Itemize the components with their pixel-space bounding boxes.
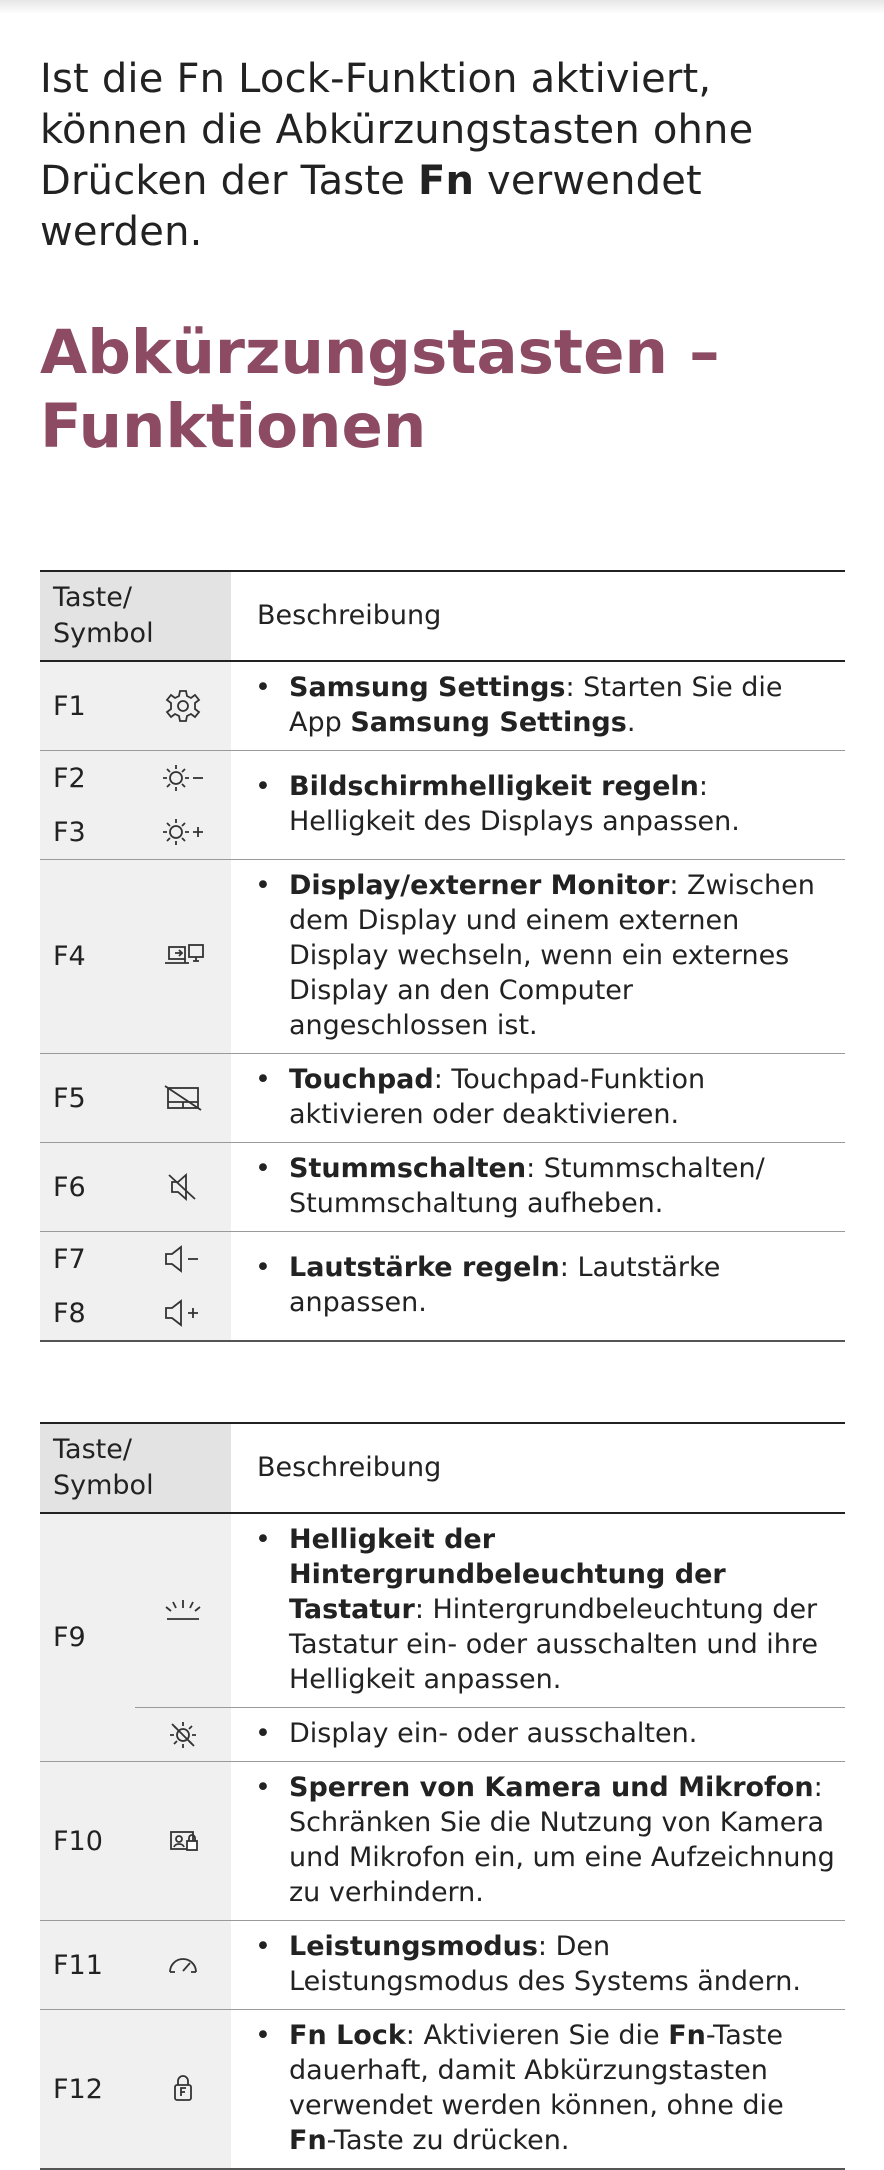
table-row (40, 1762, 845, 1921)
key-label: F7 (53, 1243, 86, 1275)
key-label: F6 (40, 1143, 135, 1232)
desc-text: : Touchpad-Funktion aktivieren oder deaktivieren. (289, 1064, 706, 1130)
table-header-row (40, 1423, 845, 1513)
desc-bold: Fn (289, 2125, 327, 2156)
desc-bold: Fn Lock (289, 2020, 406, 2051)
table-row (40, 751, 845, 860)
desc-bold: Touchpad (289, 1064, 434, 1095)
document-page (0, 54, 884, 2170)
gear-icon (135, 661, 231, 751)
table-row (40, 661, 845, 751)
key-label: F2 (53, 762, 86, 794)
desc-text: : Stummschalten/ Stummschaltung aufheben. (289, 1153, 765, 1219)
shortcut-table-2 (40, 1422, 845, 2170)
key-label: F4 (40, 860, 135, 1054)
display-off-icon (135, 1708, 231, 1762)
desc-text: : Den Leistungsmodus des Systems ändern. (289, 1931, 801, 1997)
table-header-row (40, 571, 845, 661)
desc-text: : Schränken Sie die Nutzung von Kamera und Mikrofon ein, um eine Aufzeichnung zu verhindern. (289, 1772, 835, 1908)
key-label: F9 (40, 1513, 135, 1762)
desc-text: Display ein- oder ausschalten. (289, 1718, 698, 1749)
table-row (40, 1513, 845, 1708)
fn-lock-icon (135, 2010, 231, 2170)
description-cell: • Stummschalten: Stummschalten/ Stummschaltung aufheben. (255, 1153, 765, 1219)
top-bar (0, 0, 884, 14)
intro-paragraph (40, 54, 844, 258)
key-label: F1 (40, 661, 135, 751)
intro-bold: Fn (417, 158, 475, 204)
description-cell: • Helligkeit der Hintergrundbeleuchtung der Tastatur: Hintergrundbeleuchtung der Tastatur ein- oder ausschalten und ihre Helligkeit anpassen. (255, 1524, 819, 1695)
desc-bold: Sperren von Kamera und Mikrofon (289, 1772, 814, 1803)
brightness-up-icon (135, 814, 231, 850)
desc-text: : Hintergrundbeleuchtung der Tastatur ein- oder ausschalten und ihre Helligkeit anpassen. (289, 1594, 819, 1695)
key-label: F12 (40, 2010, 135, 2170)
desc-bold: Lautstärke regeln (289, 1252, 560, 1283)
desc-bold: Bildschirmhelligkeit regeln (289, 771, 699, 802)
touchpad-off-icon (135, 1054, 231, 1143)
table-row (40, 1143, 845, 1232)
key-label: F3 (53, 816, 86, 848)
desc-bold: Samsung Settings (289, 672, 566, 703)
table-row (40, 1232, 845, 1342)
desc-text: : Starten Sie die App (289, 672, 783, 738)
key-pair-cell (40, 751, 231, 860)
key-pair-cell (40, 1232, 231, 1342)
header-key: Taste/ Symbol (40, 571, 231, 661)
brightness-down-icon (135, 760, 231, 796)
header-description: Beschreibung (257, 1452, 442, 1483)
keyboard-backlight-icon (135, 1513, 231, 1708)
description-cell: • Lautstärke regeln: Lautstärke anpassen. (255, 1252, 721, 1318)
table-row (40, 1708, 845, 1762)
description-cell: • Fn Lock: Aktivieren Sie die Fn-Taste dauerhaft, damit Abkürzungstasten verwendet werden können, ohne die Fn-Taste zu drücken. (255, 2020, 784, 2156)
volume-down-icon (135, 1241, 231, 1277)
desc-text: . (626, 707, 636, 738)
desc-bold: Helligkeit der Hintergrundbeleuchtung der Tastatur (289, 1524, 726, 1625)
key-label: F10 (40, 1762, 135, 1921)
description-cell: • Samsung Settings: Starten Sie die App Samsung Settings. (255, 672, 783, 738)
table-row (40, 2010, 845, 2170)
header-key: Taste/ Symbol (40, 1423, 231, 1513)
table-row (40, 1054, 845, 1143)
display-switch-icon (135, 860, 231, 1054)
desc-text: : Zwischen dem Display und einem externen Display wechseln, wenn ein externes Display an den Computer angeschlossen ist. (289, 870, 815, 1041)
desc-text: : Lautstärke anpassen. (289, 1252, 721, 1318)
key-label: F8 (53, 1297, 86, 1329)
description-cell: • Touchpad: Touchpad-Funktion aktivieren oder deaktivieren. (255, 1064, 706, 1130)
performance-mode-icon (135, 1921, 231, 2010)
desc-text: -Taste dauerhaft, damit Abkürzungstasten verwendet werden können, ohne die (289, 2020, 784, 2121)
mute-icon (135, 1143, 231, 1232)
description-cell: • Display/externer Monitor: Zwischen dem Display und einem externen Display wechseln, wenn ein externes Display an den Computer angeschlossen ist. (255, 870, 815, 1041)
description-cell: • Display ein- oder ausschalten. (231, 1708, 845, 1762)
table-row (40, 860, 845, 1054)
desc-bold: Display/externer Monitor (289, 870, 670, 901)
header-description: Beschreibung (257, 600, 442, 631)
key-label: F11 (40, 1921, 135, 2010)
desc-bold: Leistungsmodus (289, 1931, 538, 1962)
desc-bold: Samsung Settings (350, 707, 627, 738)
volume-up-icon (135, 1295, 231, 1331)
section-heading: Abkürzungstasten – Funktionen (40, 317, 720, 462)
description-cell: • Bildschirmhelligkeit regeln: Helligkeit des Displays anpassen. (255, 771, 740, 837)
table-row (40, 1921, 845, 2010)
intro-text: Ist die Fn Lock-Funktion aktiviert, können die Abkürzungstasten ohne Drücken der Taste (40, 56, 754, 204)
desc-text: : Helligkeit des Displays anpassen. (289, 771, 740, 837)
shortcut-table-1 (40, 570, 845, 1342)
desc-bold: Stummschalten (289, 1153, 527, 1184)
intro-text-end: verwendet werden. (40, 158, 702, 255)
description-cell: • Sperren von Kamera und Mikrofon: Schränken Sie die Nutzung von Kamera und Mikrofon ein, um eine Aufzeichnung zu verhindern. (255, 1772, 835, 1908)
desc-text: : Aktivieren Sie die (405, 2020, 669, 2051)
desc-bold: Fn (668, 2020, 706, 2051)
camera-mic-lock-icon (135, 1762, 231, 1921)
desc-text: -Taste zu drücken. (326, 2125, 570, 2156)
key-label: F5 (40, 1054, 135, 1143)
description-cell: • Leistungsmodus: Den Leistungsmodus des Systems ändern. (255, 1931, 801, 1997)
